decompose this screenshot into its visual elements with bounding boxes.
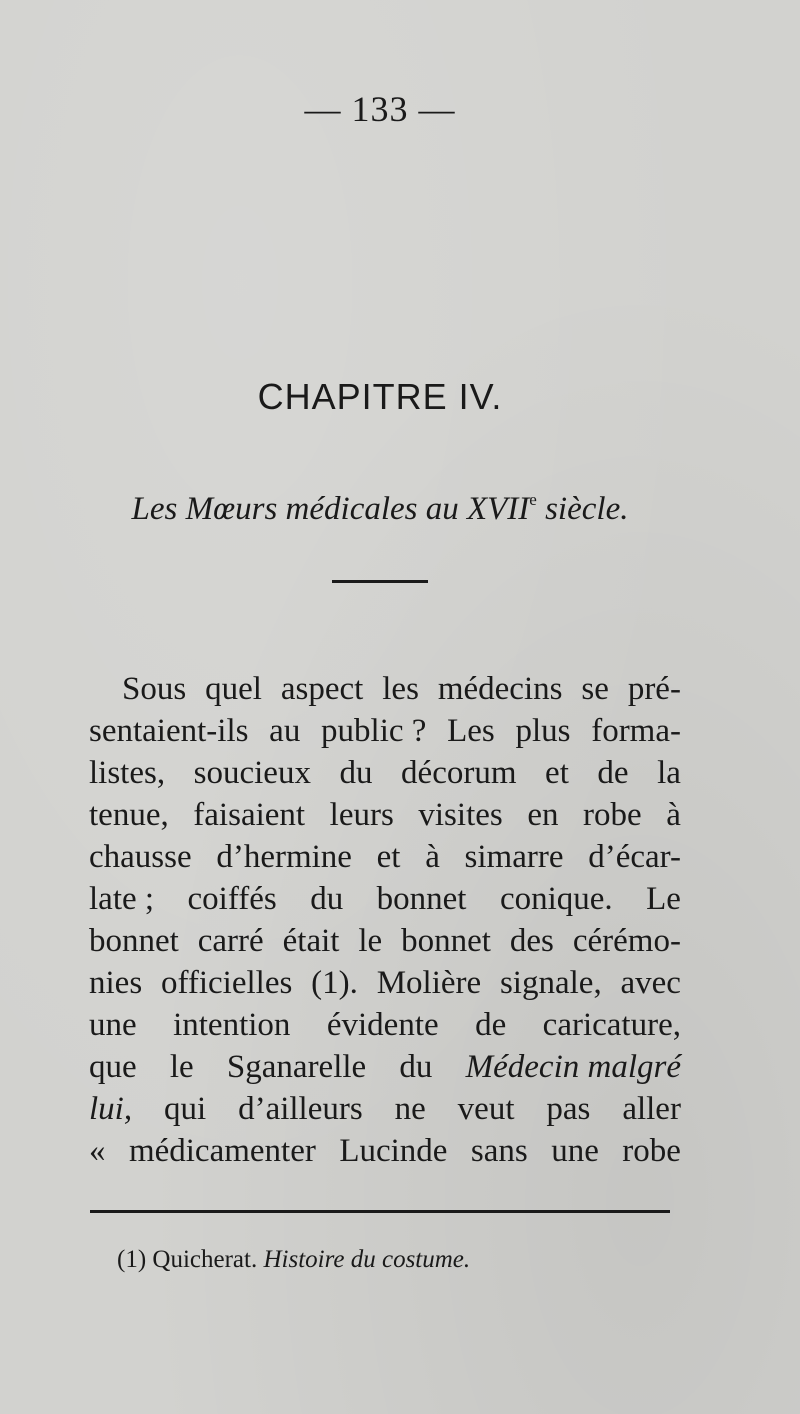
word: les	[382, 671, 419, 707]
chapter-divider	[332, 580, 428, 583]
word: pas	[546, 1091, 591, 1127]
word: bonnet	[401, 923, 491, 959]
chapter-subtitle	[0, 490, 760, 528]
word: bonnet	[376, 881, 467, 917]
text-line	[89, 1130, 681, 1172]
footnote-title: Histoire du costume.	[263, 1246, 471, 1273]
chapter-subtitle-end: siècle.	[536, 491, 629, 527]
text-line	[89, 752, 681, 794]
text-line	[89, 1088, 681, 1130]
word: plus	[515, 713, 571, 749]
text-line	[89, 668, 681, 710]
word: Lucinde	[339, 1133, 448, 1169]
text-line	[89, 836, 681, 878]
footnote-rule	[90, 1210, 670, 1213]
body-paragraph	[89, 668, 681, 1172]
word: et	[545, 755, 569, 791]
word: pré-	[627, 671, 681, 707]
word: à	[666, 797, 681, 833]
word: d’hermine	[216, 839, 352, 875]
word: leurs	[329, 797, 394, 833]
italic-work-title: Médecin malgré	[465, 1049, 681, 1085]
text-line	[89, 1046, 681, 1088]
word: soucieux	[193, 755, 311, 791]
italic-work-title-cont: lui,	[89, 1091, 133, 1127]
word: une	[89, 1007, 137, 1043]
word: se	[581, 671, 609, 707]
word: et	[376, 839, 401, 875]
word: que	[89, 1049, 137, 1085]
page-number: — 133 —	[304, 89, 456, 129]
word: Sganarelle	[226, 1049, 367, 1085]
text-line	[89, 920, 681, 962]
word: caricature,	[542, 1007, 681, 1043]
word: conique.	[499, 881, 613, 917]
word: aller	[622, 1091, 681, 1127]
word: simarre	[464, 839, 564, 875]
word: sentaient-ils	[89, 713, 249, 749]
word: décorum	[401, 755, 517, 791]
word: bonnet	[89, 923, 179, 959]
word: au	[269, 713, 301, 749]
word: la	[657, 755, 681, 791]
word: forma-	[591, 713, 681, 749]
word: médicamenter	[128, 1133, 316, 1169]
footnote	[117, 1246, 470, 1274]
word: Sous	[122, 671, 187, 707]
word: de	[475, 1007, 507, 1043]
word: du	[339, 755, 373, 791]
text-line	[89, 878, 681, 920]
word: ne	[394, 1091, 426, 1127]
word: aspect	[280, 671, 364, 707]
chapter-title: CHAPITRE IV.	[257, 376, 503, 417]
word: tenue,	[89, 797, 169, 833]
word: robe	[583, 797, 642, 833]
word: faisaient	[193, 797, 306, 833]
word: listes,	[89, 755, 166, 791]
word: médecins	[437, 671, 563, 707]
word: Molière	[376, 965, 482, 1001]
word: de	[597, 755, 629, 791]
word: du	[399, 1049, 433, 1085]
text-line	[89, 962, 681, 1004]
word: visites	[418, 797, 503, 833]
footnote-number: (1)	[117, 1246, 147, 1273]
word: intention	[173, 1007, 291, 1043]
word: (1).	[311, 965, 358, 1001]
word: en	[527, 797, 559, 833]
word: coiffés	[187, 881, 277, 917]
footnote-author: Quicherat.	[152, 1246, 258, 1273]
word: à	[425, 839, 440, 875]
word: signale,	[499, 965, 602, 1001]
text-line	[89, 1004, 681, 1046]
text-line	[89, 794, 681, 836]
word: «	[89, 1133, 106, 1169]
text-line	[89, 710, 681, 752]
word: late ;	[89, 881, 155, 917]
word: Les	[447, 713, 495, 749]
word: quel	[205, 671, 262, 707]
word: le	[358, 923, 383, 959]
chapter-subtitle-main: Les Mœurs médicales au XVII	[131, 491, 530, 527]
word: le	[169, 1049, 194, 1085]
word: qui	[164, 1091, 207, 1127]
word: robe	[622, 1133, 681, 1169]
word: officielles	[160, 965, 293, 1001]
word: du	[310, 881, 344, 917]
word: veut	[457, 1091, 515, 1127]
word: d’ailleurs	[238, 1091, 363, 1127]
word: une	[551, 1133, 599, 1169]
word: d’écar-	[588, 839, 681, 875]
word: public ?	[321, 713, 427, 749]
word: cérémo-	[572, 923, 681, 959]
word: avec	[620, 965, 681, 1001]
word: des	[509, 923, 554, 959]
word: chausse	[89, 839, 192, 875]
word: sans	[470, 1133, 528, 1169]
word: carré	[197, 923, 264, 959]
word: évidente	[326, 1007, 439, 1043]
chapter-subtitle-superscript: e	[529, 490, 537, 509]
word: nies	[89, 965, 143, 1001]
word: était	[282, 923, 340, 959]
word: Le	[646, 881, 681, 917]
